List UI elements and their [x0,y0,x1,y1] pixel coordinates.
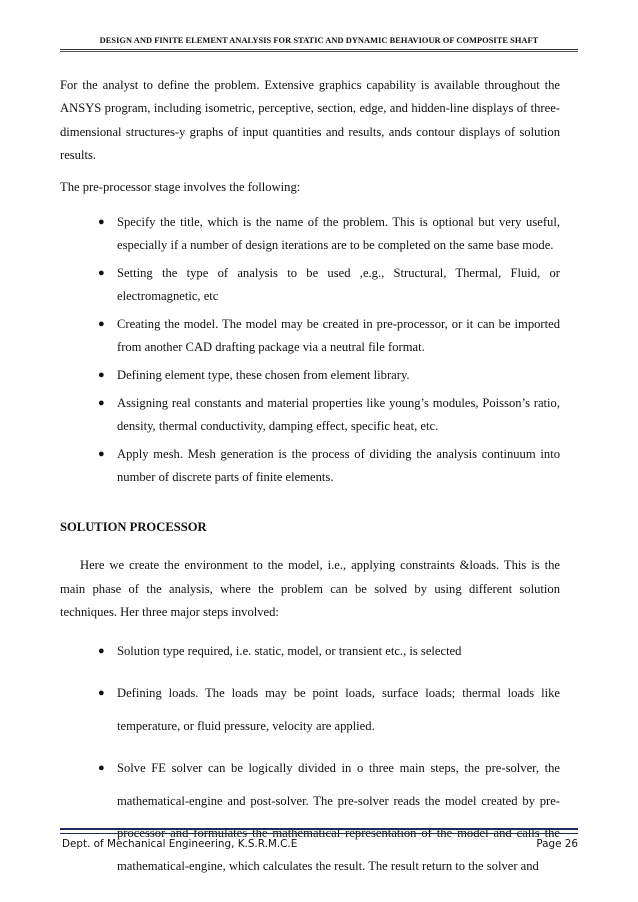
preprocessor-list [60,211,560,489]
list-item: ● Solve FE solver can be logically divided in o three main steps, the pre-solver, the mathematical-engine and post-solver. The pre-solver reads the model created by pre-processor and formulates the mathematical representation of the model and calls the mathematical-engine, which calculates the result. The result return to the solver and [60,752,560,882]
bullet-icon: ● [98,644,105,657]
bullet-icon: ● [98,318,105,331]
list-item: ● Assigning real constants and material properties like young’s modules, Poisson’s ratio, density, thermal conductivity, damping effect, specific heat, etc. [60,392,560,438]
list-item: ● Setting the type of analysis to be used ,e.g., Structural, Thermal, Fluid, or electromagnetic, etc [60,262,560,308]
page-body [60,74,560,882]
bullet-icon: ● [98,397,105,410]
footer-divider [60,828,578,834]
intro-paragraph: For the analyst to define the problem. Extensive graphics capability is available throughout the ANSYS program, including isometric, perceptive, section, edge, and hidden-line displays of three-dimensional structures-y graphs of input quantities and results, ands contour displays of solution results. [60,78,560,162]
footer-department: Dept. of Mechanical Engineering, K.S.R.M.C.E [62,838,298,850]
preprocessor-intro: The pre-processor stage involves the following: [60,180,301,195]
list-item: ● Defining loads. The loads may be point loads, surface loads; thermal loads like temperature, or fluid pressure, velocity are applied. [60,677,560,742]
bullet-icon: ● [98,369,105,382]
bullet-icon: ● [98,687,105,700]
list-item: ● Specify the title, which is the name of the problem. This is optional but very useful, especially if a number of design iterations are to be completed on the same base mode. [60,211,560,257]
running-header: DESIGN AND FINITE ELEMENT ANALYSIS FOR STATIC AND DYNAMIC BEHAVIOUR OF COMPOSITE SHAFT [99,36,539,45]
bullet-icon: ● [98,216,105,229]
list-item: ● Solution type required, i.e. static, model, or transient etc., is selected [60,635,560,668]
bullet-icon: ● [98,267,105,280]
bullet-icon: ● [98,762,105,775]
header-divider [60,49,578,52]
list-item: ● Defining element type, these chosen from element library. [60,364,560,387]
section-heading: SOLUTION PROCESSOR [60,520,207,535]
list-item: ● Apply mesh. Mesh generation is the process of dividing the analysis continuum into number of discrete parts of finite elements. [60,443,560,489]
list-item: ● Creating the model. The model may be created in pre-processor, or it can be imported from another CAD drafting package via a neutral file format. [60,313,560,359]
solution-paragraph: Here we create the environment to the model, i.e., applying constraints &loads. This is the main phase of the analysis, where the problem can be solved by using different solution techniques. Her three major steps involved: [60,558,560,620]
bullet-icon: ● [98,448,105,461]
page-number: Page 26 [536,838,578,850]
